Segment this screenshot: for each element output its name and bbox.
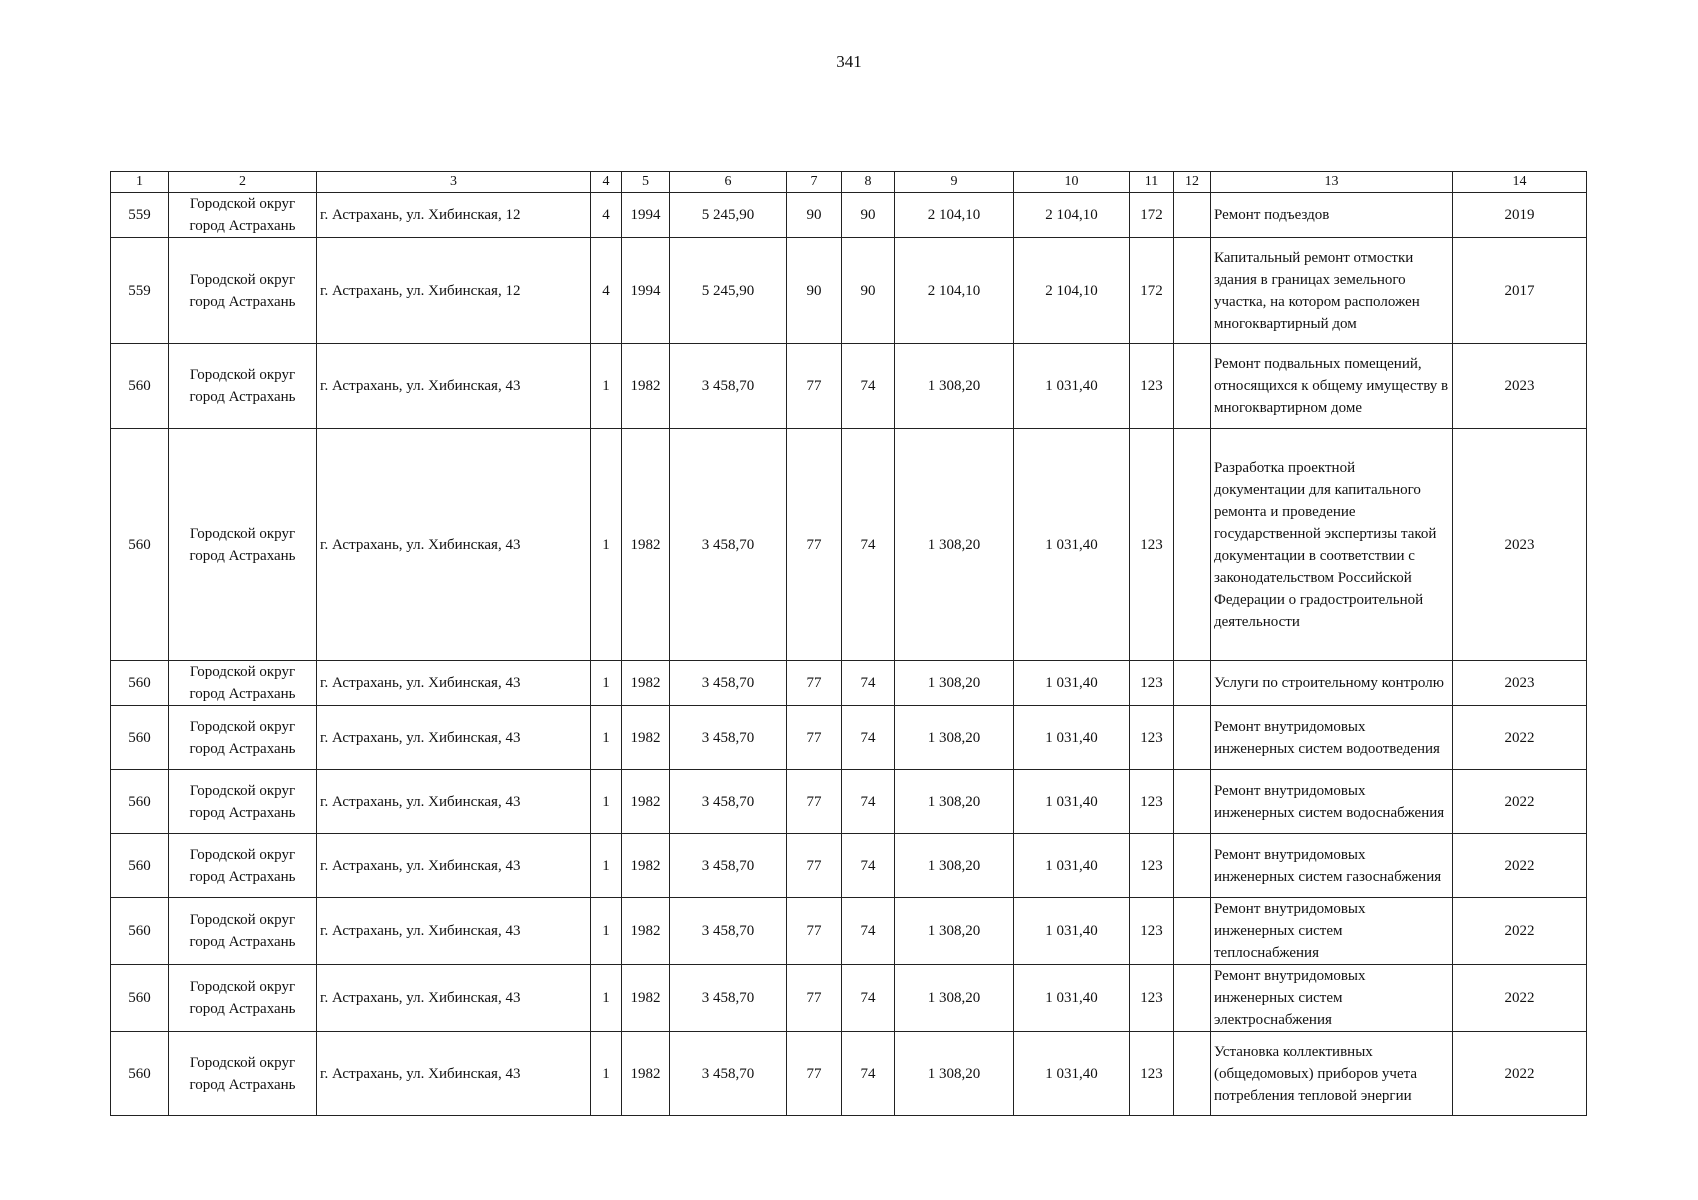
column-header: 3 [317, 172, 591, 193]
build-year: 1982 [622, 706, 670, 770]
address: г. Астрахань, ул. Хибинская, 43 [317, 965, 591, 1032]
municipality: Городской округ город Астрахань [169, 344, 317, 429]
cell-7: 90 [787, 238, 842, 344]
cell-4: 4 [591, 238, 622, 344]
municipality: Городской округ город Астрахань [169, 1032, 317, 1116]
column-number-row [111, 172, 1587, 193]
table-row [111, 238, 1587, 344]
cell-12 [1174, 238, 1211, 344]
register-table [110, 171, 1587, 1116]
cell-10: 1 031,40 [1014, 770, 1130, 834]
cell-8: 74 [842, 344, 895, 429]
column-header: 9 [895, 172, 1014, 193]
cell-11: 172 [1130, 238, 1174, 344]
cell-9: 1 308,20 [895, 770, 1014, 834]
cell-12 [1174, 344, 1211, 429]
table-row [111, 661, 1587, 706]
cell-7: 77 [787, 770, 842, 834]
row-number: 559 [111, 238, 169, 344]
work-description: Ремонт внутридомовых инженерных систем водоснабжения [1211, 770, 1453, 834]
work-description: Ремонт внутридомовых инженерных систем газоснабжения [1211, 834, 1453, 898]
column-header: 13 [1211, 172, 1453, 193]
cell-9: 1 308,20 [895, 429, 1014, 661]
row-number: 560 [111, 898, 169, 965]
work-year: 2022 [1453, 965, 1587, 1032]
cell-4: 1 [591, 661, 622, 706]
column-header: 5 [622, 172, 670, 193]
row-number: 560 [111, 965, 169, 1032]
cell-10: 1 031,40 [1014, 706, 1130, 770]
table-row [111, 898, 1587, 965]
cell-7: 77 [787, 965, 842, 1032]
row-number: 560 [111, 834, 169, 898]
column-header: 8 [842, 172, 895, 193]
table-row [111, 429, 1587, 661]
municipality: Городской округ город Астрахань [169, 429, 317, 661]
cell-8: 74 [842, 965, 895, 1032]
cell-6: 3 458,70 [670, 834, 787, 898]
work-year: 2017 [1453, 238, 1587, 344]
table-row [111, 193, 1587, 238]
cell-11: 123 [1130, 834, 1174, 898]
address: г. Астрахань, ул. Хибинская, 43 [317, 770, 591, 834]
cell-4: 1 [591, 429, 622, 661]
municipality: Городской округ город Астрахань [169, 898, 317, 965]
cell-6: 3 458,70 [670, 1032, 787, 1116]
work-year: 2022 [1453, 1032, 1587, 1116]
work-description: Установка коллективных (общедомовых) приборов учета потребления тепловой энергии [1211, 1032, 1453, 1116]
cell-6: 5 245,90 [670, 193, 787, 238]
cell-12 [1174, 965, 1211, 1032]
table-row [111, 770, 1587, 834]
cell-10: 1 031,40 [1014, 965, 1130, 1032]
address: г. Астрахань, ул. Хибинская, 12 [317, 193, 591, 238]
work-description: Ремонт подвальных помещений, относящихся к общему имуществу в многоквартирном доме [1211, 344, 1453, 429]
address: г. Астрахань, ул. Хибинская, 43 [317, 344, 591, 429]
cell-10: 1 031,40 [1014, 344, 1130, 429]
cell-4: 1 [591, 898, 622, 965]
cell-6: 3 458,70 [670, 661, 787, 706]
cell-8: 74 [842, 429, 895, 661]
row-number: 560 [111, 1032, 169, 1116]
work-description: Капитальный ремонт отмостки здания в границах земельного участка, на котором расположен многоквартирный дом [1211, 238, 1453, 344]
build-year: 1994 [622, 238, 670, 344]
table-row [111, 1032, 1587, 1116]
work-year: 2023 [1453, 661, 1587, 706]
cell-9: 1 308,20 [895, 834, 1014, 898]
work-description: Ремонт внутридомовых инженерных систем водоотведения [1211, 706, 1453, 770]
work-description: Ремонт подъездов [1211, 193, 1453, 238]
build-year: 1982 [622, 834, 670, 898]
build-year: 1982 [622, 429, 670, 661]
address: г. Астрахань, ул. Хибинская, 43 [317, 834, 591, 898]
municipality: Городской округ город Астрахань [169, 193, 317, 238]
cell-11: 172 [1130, 193, 1174, 238]
municipality: Городской округ город Астрахань [169, 834, 317, 898]
cell-9: 2 104,10 [895, 193, 1014, 238]
work-year: 2022 [1453, 834, 1587, 898]
cell-8: 74 [842, 1032, 895, 1116]
work-year: 2023 [1453, 344, 1587, 429]
address: г. Астрахань, ул. Хибинская, 43 [317, 429, 591, 661]
cell-12 [1174, 1032, 1211, 1116]
cell-11: 123 [1130, 706, 1174, 770]
cell-6: 3 458,70 [670, 344, 787, 429]
column-header: 14 [1453, 172, 1587, 193]
municipality: Городской округ город Астрахань [169, 770, 317, 834]
work-year: 2023 [1453, 429, 1587, 661]
table-row [111, 344, 1587, 429]
cell-4: 1 [591, 1032, 622, 1116]
build-year: 1982 [622, 344, 670, 429]
work-description: Ремонт внутридомовых инженерных систем электроснабжения [1211, 965, 1453, 1032]
row-number: 560 [111, 770, 169, 834]
cell-4: 4 [591, 193, 622, 238]
cell-12 [1174, 898, 1211, 965]
cell-7: 77 [787, 429, 842, 661]
work-year: 2022 [1453, 898, 1587, 965]
build-year: 1982 [622, 661, 670, 706]
cell-6: 3 458,70 [670, 429, 787, 661]
cell-9: 1 308,20 [895, 706, 1014, 770]
cell-8: 90 [842, 238, 895, 344]
cell-4: 1 [591, 344, 622, 429]
cell-12 [1174, 661, 1211, 706]
row-number: 559 [111, 193, 169, 238]
cell-12 [1174, 429, 1211, 661]
address: г. Астрахань, ул. Хибинская, 43 [317, 898, 591, 965]
cell-10: 2 104,10 [1014, 238, 1130, 344]
cell-9: 1 308,20 [895, 1032, 1014, 1116]
build-year: 1982 [622, 770, 670, 834]
column-header: 10 [1014, 172, 1130, 193]
municipality: Городской округ город Астрахань [169, 661, 317, 706]
address: г. Астрахань, ул. Хибинская, 43 [317, 661, 591, 706]
build-year: 1982 [622, 965, 670, 1032]
cell-4: 1 [591, 834, 622, 898]
table-row [111, 965, 1587, 1032]
cell-4: 1 [591, 706, 622, 770]
municipality: Городской округ город Астрахань [169, 965, 317, 1032]
cell-7: 77 [787, 834, 842, 898]
cell-12 [1174, 770, 1211, 834]
cell-11: 123 [1130, 1032, 1174, 1116]
cell-6: 3 458,70 [670, 965, 787, 1032]
cell-10: 2 104,10 [1014, 193, 1130, 238]
column-header: 4 [591, 172, 622, 193]
cell-6: 5 245,90 [670, 238, 787, 344]
column-header: 11 [1130, 172, 1174, 193]
column-header: 1 [111, 172, 169, 193]
cell-6: 3 458,70 [670, 770, 787, 834]
cell-10: 1 031,40 [1014, 834, 1130, 898]
work-description: Услуги по строительному контролю [1211, 661, 1453, 706]
work-year: 2019 [1453, 193, 1587, 238]
column-header: 7 [787, 172, 842, 193]
address: г. Астрахань, ул. Хибинская, 12 [317, 238, 591, 344]
cell-10: 1 031,40 [1014, 661, 1130, 706]
row-number: 560 [111, 429, 169, 661]
cell-8: 74 [842, 661, 895, 706]
cell-7: 90 [787, 193, 842, 238]
cell-9: 2 104,10 [895, 238, 1014, 344]
cell-9: 1 308,20 [895, 898, 1014, 965]
column-header: 12 [1174, 172, 1211, 193]
column-header: 6 [670, 172, 787, 193]
work-description: Ремонт внутридомовых инженерных систем теплоснабжения [1211, 898, 1453, 965]
work-year: 2022 [1453, 770, 1587, 834]
row-number: 560 [111, 344, 169, 429]
cell-12 [1174, 834, 1211, 898]
cell-9: 1 308,20 [895, 661, 1014, 706]
cell-7: 77 [787, 706, 842, 770]
cell-7: 77 [787, 344, 842, 429]
build-year: 1994 [622, 193, 670, 238]
cell-8: 74 [842, 706, 895, 770]
cell-11: 123 [1130, 770, 1174, 834]
municipality: Городской округ город Астрахань [169, 706, 317, 770]
cell-11: 123 [1130, 661, 1174, 706]
cell-6: 3 458,70 [670, 898, 787, 965]
cell-10: 1 031,40 [1014, 1032, 1130, 1116]
cell-10: 1 031,40 [1014, 429, 1130, 661]
cell-8: 90 [842, 193, 895, 238]
cell-7: 77 [787, 898, 842, 965]
cell-12 [1174, 193, 1211, 238]
address: г. Астрахань, ул. Хибинская, 43 [317, 1032, 591, 1116]
cell-12 [1174, 706, 1211, 770]
cell-7: 77 [787, 1032, 842, 1116]
column-header: 2 [169, 172, 317, 193]
cell-6: 3 458,70 [670, 706, 787, 770]
row-number: 560 [111, 706, 169, 770]
cell-8: 74 [842, 898, 895, 965]
cell-11: 123 [1130, 429, 1174, 661]
cell-4: 1 [591, 770, 622, 834]
build-year: 1982 [622, 1032, 670, 1116]
municipality: Городской округ город Астрахань [169, 238, 317, 344]
page-number: 341 [836, 52, 862, 71]
cell-8: 74 [842, 834, 895, 898]
cell-10: 1 031,40 [1014, 898, 1130, 965]
cell-9: 1 308,20 [895, 965, 1014, 1032]
cell-11: 123 [1130, 344, 1174, 429]
table-row [111, 706, 1587, 770]
build-year: 1982 [622, 898, 670, 965]
cell-11: 123 [1130, 898, 1174, 965]
work-year: 2022 [1453, 706, 1587, 770]
cell-11: 123 [1130, 965, 1174, 1032]
work-description: Разработка проектной документации для капитального ремонта и проведение государственной экспертизы такой документации в соответствии с законодательством Российской Федерации о градостроительной деятельности [1211, 429, 1453, 661]
cell-9: 1 308,20 [895, 344, 1014, 429]
cell-7: 77 [787, 661, 842, 706]
address: г. Астрахань, ул. Хибинская, 43 [317, 706, 591, 770]
table-row [111, 834, 1587, 898]
cell-4: 1 [591, 965, 622, 1032]
cell-8: 74 [842, 770, 895, 834]
row-number: 560 [111, 661, 169, 706]
